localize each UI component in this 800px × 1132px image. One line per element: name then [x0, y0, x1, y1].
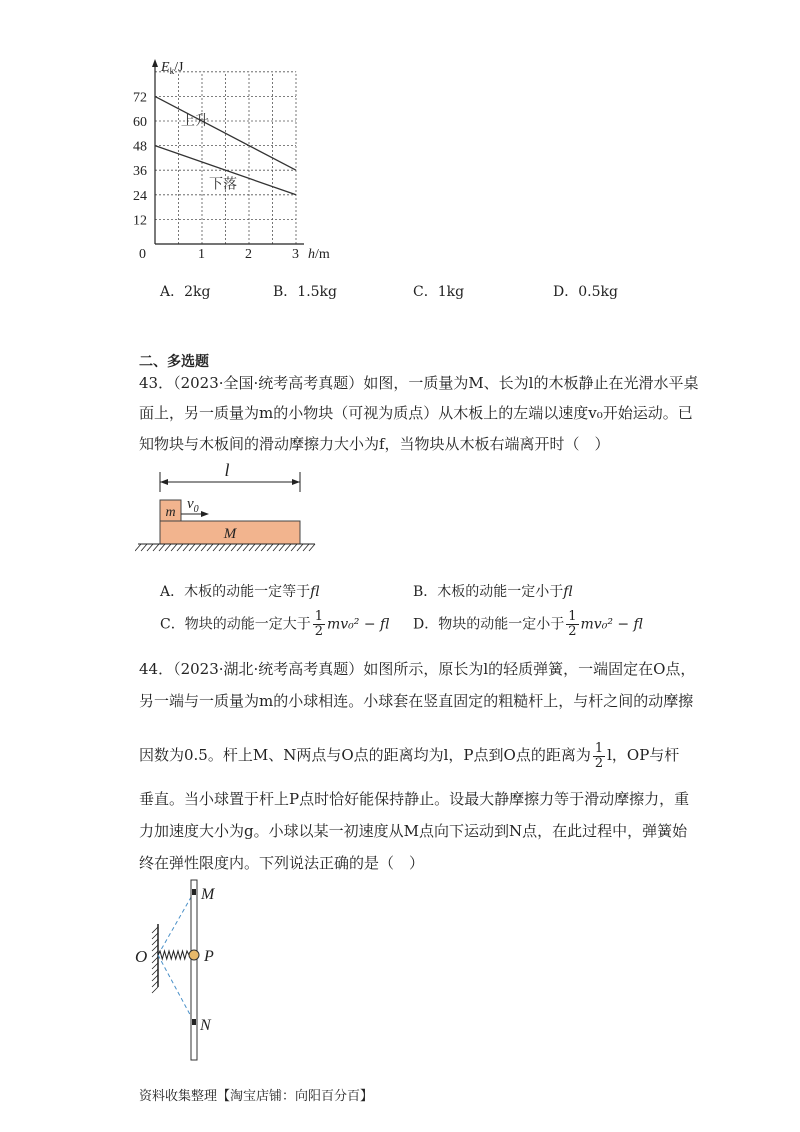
rod-spring-figure [128, 872, 238, 1067]
section-title: 二、多选题 [139, 354, 209, 370]
q44-line-6: 终在弹性限度内。下列说法正确的是（ ） [139, 854, 425, 872]
dashed-line-OM [158, 892, 194, 955]
q44-line-5: 力加速度大小为g。小球以某一初速度从M点向下运动到N点，在此过程中，弹簧始 [139, 822, 688, 840]
q43-line-1: 43．（2023·全国·统考高考真题）如图，一质量为M、长为l的木板静止在光滑水平桌 [139, 374, 699, 392]
ground-hatch [135, 544, 315, 551]
board-block-figure [135, 462, 320, 557]
y-axis-arrow [152, 59, 158, 67]
q44-source: （2023·湖北·统考高考真题） [173, 660, 364, 678]
q43-option-a: A．木板的动能一定等于fl [160, 584, 320, 600]
chart-grid [155, 72, 296, 244]
point-O-label: O [135, 947, 148, 966]
q44-line-4: 垂直。当小球置于杆上P点时恰好能保持静止。设最大静摩擦力等于滑动摩擦力，重 [139, 790, 690, 808]
wall-hatch [152, 927, 158, 993]
velocity-label: $v_0$ [187, 496, 199, 515]
point-M-marker [192, 889, 196, 895]
y-tick-label: 72 [133, 90, 147, 106]
spring [158, 951, 189, 959]
x-tick-label: 1 [198, 247, 205, 262]
y-tick-label: 48 [133, 139, 147, 155]
y-tick-label: 12 [133, 213, 147, 229]
board-label: M [223, 526, 237, 542]
q44-line-2: 另一端与一质量为m的小球相连。小球套在竖直固定的粗糙杆上，与杆之间的动摩擦 [139, 692, 694, 710]
fraction-half: $\frac{1}{2}$ [594, 740, 604, 771]
length-arrowhead-right [292, 479, 300, 485]
q43-line-3: 知物块与木板间的滑动摩擦力大小为f，当物块从木板右端离开时（ ） [139, 435, 610, 453]
origin-label: 0 [139, 247, 146, 262]
length-label: l [224, 462, 230, 480]
length-arrowhead-left [160, 479, 168, 485]
q43-number: 43． [139, 374, 174, 392]
q42-option-b: B．1.5kg [273, 284, 338, 300]
point-N-label: N [200, 1017, 211, 1034]
q42-option-d: D．0.5kg [553, 284, 618, 300]
q43-option-b: B．木板的动能一定小于fl [413, 584, 573, 600]
series-label-1: 上升 [180, 114, 209, 130]
q43-line-2: 面上，另一质量为m的小物块（可视为质点）从木板上的左端以速度v₀开始运动。已 [139, 404, 693, 422]
dashed-line-ON [158, 955, 194, 1022]
q44-line-1: 44．（2023·湖北·统考高考真题）如图所示，原长为l的轻质弹簧，一端固定在O点， [139, 660, 696, 678]
fraction-half: $\frac{1}{2}$ [314, 609, 323, 639]
point-M-label: M [201, 886, 215, 903]
series-label-2: 下落 [209, 177, 238, 193]
ball [189, 950, 199, 960]
y-tick-label: 60 [133, 115, 147, 130]
q44-line-3: 因数为0.5。杆上M、N两点与O点的距离均为l，P点到O点的距离为 $\frac{1}{2}$ l，OP与杆 [139, 740, 680, 771]
footer-credit: 资料收集整理【淘宝店铺：向阳百分百】 [139, 1089, 374, 1104]
velocity-arrowhead [201, 511, 209, 517]
fraction-half: $\frac{1}{2}$ [568, 609, 577, 639]
chart-labels [133, 60, 330, 262]
x-tick-label: 2 [245, 247, 252, 262]
y-axis-label: $E_k/J$ [161, 60, 184, 76]
point-N-marker [192, 1019, 196, 1025]
q42-option-c: C．1kg [413, 284, 465, 300]
x-axis-label: h/m [308, 247, 330, 262]
q43-option-d: D．物块的动能一定小于 $\frac{1}{2}$ mv₀² − fl [413, 609, 643, 639]
chart-axes [152, 59, 304, 244]
x-tick-label: 3 [292, 247, 299, 262]
rod [191, 880, 197, 1060]
q42-option-a: A．2kg [160, 284, 211, 300]
y-tick-label: 36 [133, 164, 147, 180]
q43-source: （2023·全国·统考高考真题） [173, 374, 364, 392]
block-label: m [165, 505, 176, 520]
ek-h-chart [130, 55, 360, 265]
point-P-label: P [204, 948, 214, 965]
y-tick-label: 24 [133, 188, 147, 204]
q43-option-c: C．物块的动能一定大于 $\frac{1}{2}$ mv₀² − fl [160, 609, 390, 639]
q44-number: 44． [139, 660, 174, 678]
